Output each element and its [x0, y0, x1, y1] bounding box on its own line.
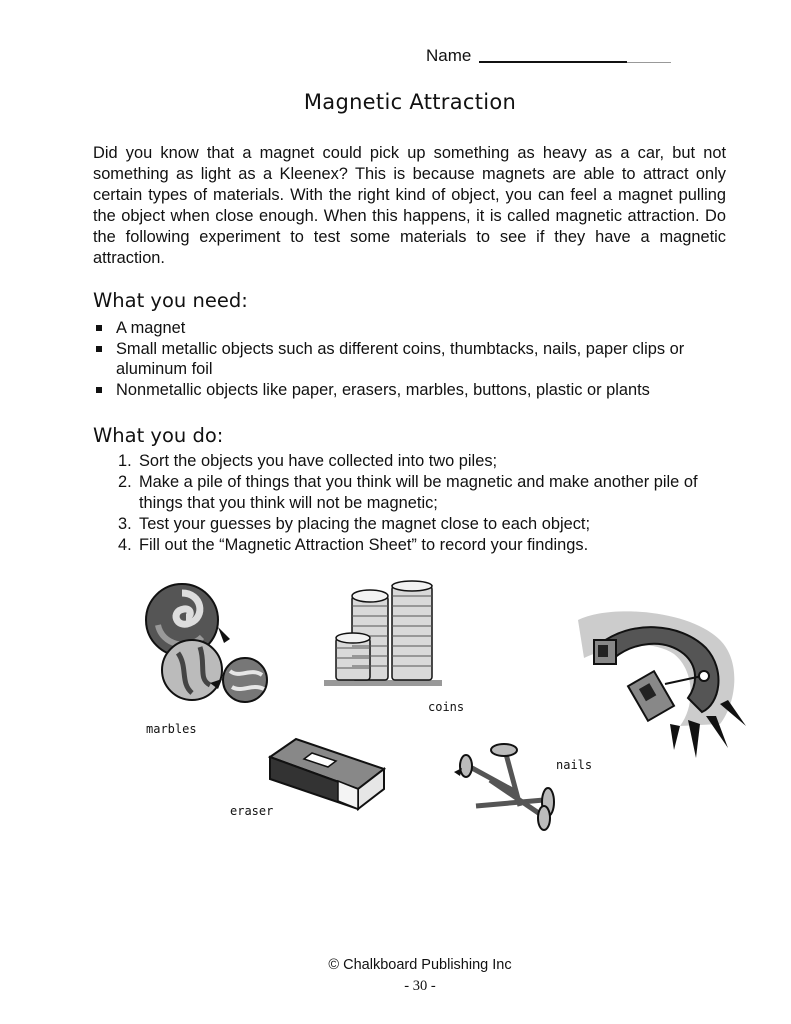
materials-list — [93, 318, 733, 400]
materials-list-item: Nonmetallic objects like paper, erasers, marbles, buttons, plastic or plants — [93, 380, 733, 401]
coins-illustration — [322, 580, 444, 690]
eraser-illustration — [262, 737, 386, 811]
bullet-icon — [96, 387, 102, 393]
materials-list-item: A magnet — [93, 318, 733, 339]
nails-illustration — [452, 740, 560, 832]
name-blank-line — [479, 61, 627, 63]
name-label: Name — [426, 46, 472, 65]
horseshoe-magnet-illustration — [570, 600, 748, 765]
nails-caption: nails — [556, 758, 593, 772]
step-item: 2. Make a pile of things that you think will be magnetic and make another pile of things that you think will not be magnetic; — [118, 472, 698, 512]
bullet-icon — [96, 346, 102, 352]
eraser-caption: eraser — [230, 804, 274, 818]
marbles-caption: marbles — [146, 722, 197, 736]
materials-list-item: Small metallic objects such as different coins, thumbtacks, nails, paper clips or aluminum foil — [93, 339, 733, 380]
worksheet-title: Magnetic Attraction — [303, 90, 517, 114]
what-you-do-heading: What you do: — [93, 424, 224, 447]
bullet-icon — [96, 325, 102, 331]
steps-list — [118, 451, 726, 556]
marbles-illustration — [140, 575, 280, 705]
step-item: 1. Sort the objects you have collected into two piles; — [118, 452, 498, 470]
publisher-footer: © Chalkboard Publishing Inc — [328, 957, 512, 973]
step-item: 3. Test your guesses by placing the magnet close to each object; — [118, 514, 591, 533]
name-blank-line-extension — [627, 62, 671, 63]
step-item: 4. Fill out the “Magnetic Attraction Sheet” to record your findings. — [118, 535, 589, 554]
intro-paragraph: Did you know that a magnet could pick up something as heavy as a car, but not something as light as a Kleenex? This is because magnets are able to attract only certain types of materials. With the right kind of object, you can feel a magnet pulling the object when close enough. When this happens, it is called magnetic attraction. Do the following experiment to test some materials to see if they have a magnetic attraction. — [93, 144, 726, 267]
what-you-need-heading: What you need: — [93, 289, 248, 312]
page-number: - 30 - — [404, 978, 436, 994]
name-field — [426, 46, 671, 66]
coins-caption: coins — [428, 700, 465, 714]
